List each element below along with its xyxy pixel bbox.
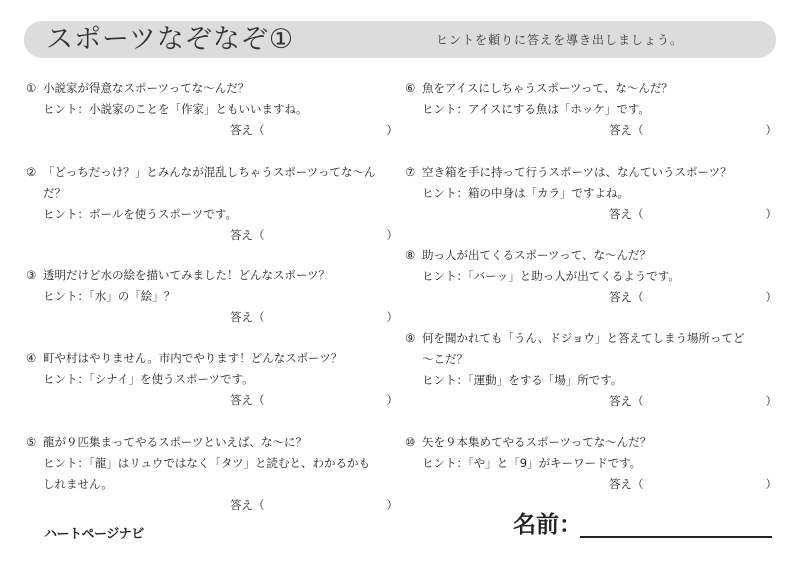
- hint-text: ヒント：ボールを使うスポーツです。: [43, 207, 237, 221]
- answer-close: ）: [386, 123, 398, 137]
- answer-label: 答え（: [230, 228, 265, 242]
- hint-text: ヒント：「水」の「絵」？: [43, 289, 176, 303]
- question-text: 魚をアイスにしちゃうスポーツって、な〜んだ？: [422, 81, 673, 95]
- question-number: ⑥: [405, 81, 416, 95]
- question-number: ⑤: [26, 435, 37, 449]
- question-number: ⑦: [405, 165, 416, 179]
- answer-label: 答え（: [609, 207, 644, 221]
- question-text: 助っ人が出てくるスポーツって、な〜んだ？: [422, 248, 651, 262]
- question-number: ⑧: [405, 248, 416, 262]
- hint-text: ヒント：「バーッ」と助っ人が出てくるようです。: [422, 269, 680, 283]
- question-text: 小説家が得意なスポーツってな〜んだ？: [43, 81, 250, 95]
- answer-field[interactable]: [405, 391, 777, 412]
- answer-label: 答え（: [230, 310, 265, 324]
- name-label: 名前：: [513, 512, 582, 538]
- question-8: [405, 245, 777, 308]
- answer-label: 答え（: [609, 290, 644, 304]
- question-number: ①: [26, 81, 37, 95]
- question-5: [26, 432, 398, 516]
- hint-text: ヒント：箱の中身は「カラ」ですよね。: [422, 186, 629, 200]
- answer-field[interactable]: [26, 390, 398, 411]
- answer-close: ）: [386, 393, 398, 407]
- answer-field[interactable]: [405, 120, 777, 141]
- answer-field[interactable]: [26, 225, 398, 246]
- site-logo: ハートページナビ: [44, 527, 144, 542]
- question-text: 空き箱を手に持って行うスポーツは、なんていうスポーツ？: [422, 165, 732, 179]
- answer-close: ）: [765, 394, 777, 408]
- question-text: 町や村はやりません。市内でやります！どんなスポーツ？: [43, 351, 343, 365]
- answer-close: ）: [765, 290, 777, 304]
- answer-label: 答え（: [609, 477, 644, 491]
- answer-close: ）: [765, 207, 777, 221]
- hint-text: ヒント：アイスにする魚は「ホッケ」です。: [422, 102, 650, 116]
- question-number: ③: [26, 268, 37, 282]
- hint-text: ヒント：小説家のことを「作家」ともいいますね。: [43, 102, 308, 116]
- question-text: 「どっちだっけ？」とみんなが混乱しちゃうスポーツってな〜ん: [43, 165, 376, 179]
- question-text-cont: 〜こだ？: [422, 352, 468, 366]
- answer-label: 答え（: [230, 393, 265, 407]
- answer-field[interactable]: [26, 307, 398, 328]
- answer-close: ）: [765, 123, 777, 137]
- question-2: [26, 162, 398, 246]
- answer-label: 答え（: [230, 123, 265, 137]
- answer-field[interactable]: [26, 120, 398, 141]
- question-4: [26, 348, 398, 411]
- question-6: [405, 78, 777, 141]
- question-text: 何を聞かれても「うん、ドジョウ」と答えてしまう場所ってど: [422, 331, 745, 345]
- answer-field[interactable]: [405, 204, 777, 225]
- question-text: 矢を９本集めてやるスポーツってな〜んだ？: [422, 435, 652, 449]
- question-text: 龍が９匹集まってやるスポーツといえば、な〜に？: [43, 435, 308, 449]
- question-number: ⑩: [405, 435, 416, 449]
- answer-label: 答え（: [230, 498, 265, 512]
- answer-label: 答え（: [609, 394, 644, 408]
- question-1: [26, 78, 398, 141]
- page-title: スポーツなぞなぞ①: [46, 24, 295, 55]
- header-banner: [24, 21, 776, 58]
- hint-text: ヒント：「や」と「9」がキーワードです。: [422, 456, 642, 470]
- hint-text-cont: しれません。: [43, 477, 113, 491]
- question-7: [405, 162, 777, 225]
- question-9: [405, 328, 777, 412]
- answer-label: 答え（: [609, 123, 644, 137]
- hint-text: ヒント：「龍」はリュウではなく「タツ」と読むと、わかるかも: [43, 456, 371, 470]
- hint-text: ヒント：「シナイ」を使うスポーツです。: [43, 372, 254, 386]
- answer-close: ）: [386, 310, 398, 324]
- answer-close: ）: [386, 498, 398, 512]
- question-number: ④: [26, 351, 37, 365]
- question-3: [26, 265, 398, 328]
- answer-field[interactable]: [405, 474, 777, 495]
- answer-close: ）: [765, 477, 777, 491]
- question-text: 透明だけど水の絵を描いてみました！どんなスポーツ？: [43, 268, 331, 282]
- answer-field[interactable]: [405, 287, 777, 308]
- answer-close: ）: [386, 228, 398, 242]
- name-input-line[interactable]: [580, 536, 772, 538]
- question-number: ②: [26, 165, 37, 179]
- question-number: ⑨: [405, 331, 416, 345]
- question-text-cont: だ？: [43, 186, 66, 200]
- hint-text: ヒント：「運動」をする「場」所です。: [422, 373, 623, 387]
- answer-field[interactable]: [26, 495, 398, 516]
- question-10: [405, 432, 777, 495]
- page-subtitle: ヒントを頼りに答えを導き出しましょう。: [436, 33, 684, 47]
